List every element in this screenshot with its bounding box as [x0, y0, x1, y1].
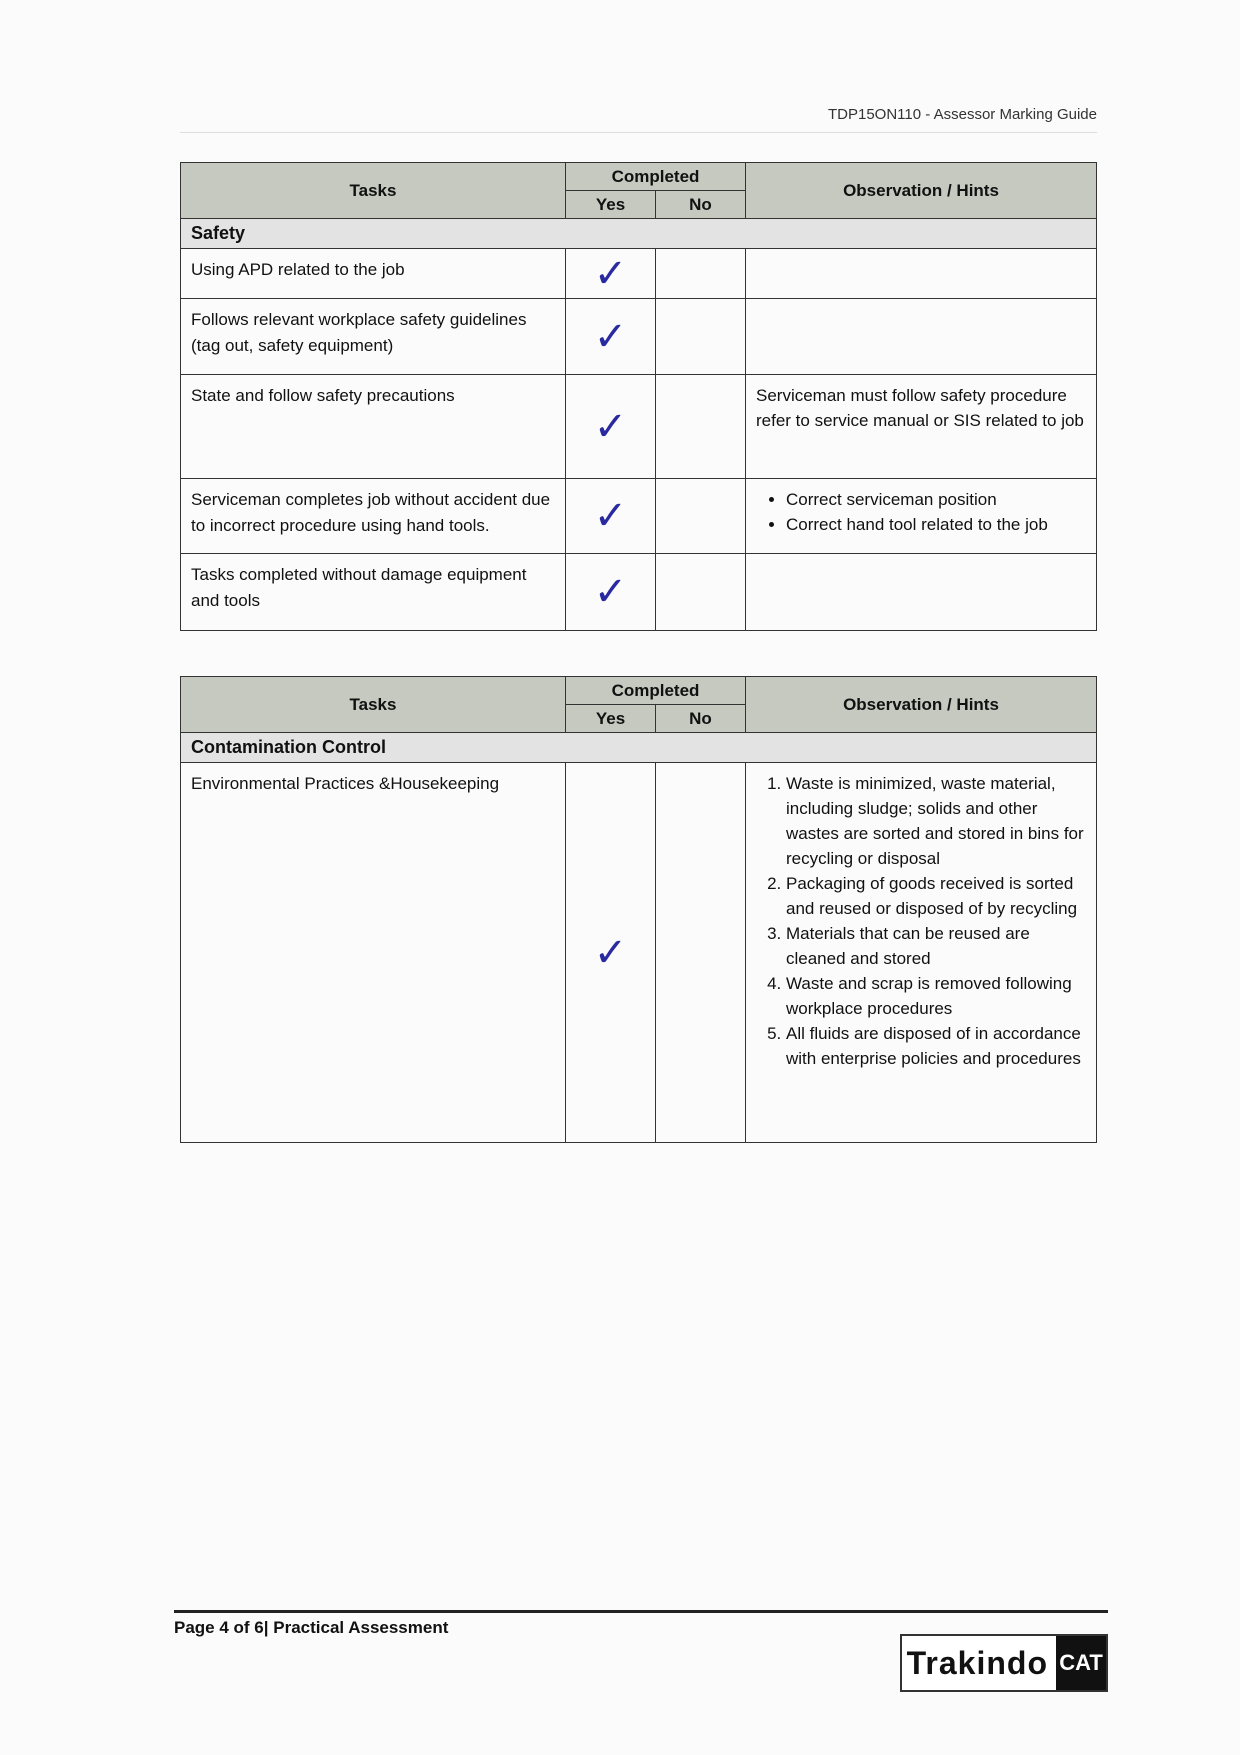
task-cell: Environmental Practices &Housekeeping [181, 763, 566, 1143]
obs-cell [746, 554, 1097, 631]
yes-header: Yes [566, 191, 656, 219]
table-row [181, 554, 1097, 631]
task-cell: Serviceman completes job without accident due to incorrect procedure using hand tools. [181, 479, 566, 554]
header-divider [180, 132, 1097, 133]
yes-check: ✓ [566, 763, 656, 1143]
logo-text: Trakindo [906, 1644, 1048, 1681]
yes-check: ✓ [566, 249, 656, 299]
no-cell [656, 375, 746, 479]
contamination-table [180, 676, 1097, 1143]
table-row [181, 479, 1097, 554]
obs-item: • Correct serviceman position [786, 487, 1086, 512]
observation-header: Observation / Hints [746, 677, 1097, 733]
obs-cell: Serviceman must follow safety procedure refer to service manual or SIS related to job [746, 375, 1097, 479]
table-row [181, 763, 1097, 1143]
completed-header: Completed [566, 677, 746, 705]
tasks-header: Tasks [181, 163, 566, 219]
safety-table [180, 162, 1097, 631]
yes-check: ✓ [566, 375, 656, 479]
table-row [181, 299, 1097, 375]
footer-divider [174, 1610, 1108, 1613]
yes-check: ✓ [566, 479, 656, 554]
task-cell: Using APD related to the job [181, 249, 566, 299]
obs-cell [746, 299, 1097, 375]
section-title: Contamination Control [181, 733, 1097, 763]
task-cell: Follows relevant workplace safety guidelines (tag out, safety equipment) [181, 299, 566, 375]
section-title: Safety [181, 219, 1097, 249]
obs-cell [746, 249, 1097, 299]
task-cell: Tasks completed without damage equipment and tools [181, 554, 566, 631]
obs-item: 4. Waste and scrap is removed following workplace procedures [786, 971, 1086, 1021]
no-header: No [656, 705, 746, 733]
page-footer: Page 4 of 6| Practical Assessment [174, 1618, 449, 1637]
yes-check: ✓ [566, 299, 656, 375]
no-cell [656, 249, 746, 299]
no-cell [656, 299, 746, 375]
tasks-header: Tasks [181, 677, 566, 733]
obs-cell [746, 479, 1097, 554]
completed-header: Completed [566, 163, 746, 191]
document-header: TDP15ON110 - Assessor Marking Guide [828, 106, 1097, 123]
task-cell: State and follow safety precautions [181, 375, 566, 479]
obs-item: 3. Materials that can be reused are cleaned and stored [786, 921, 1086, 971]
table-row [181, 375, 1097, 479]
no-header: No [656, 191, 746, 219]
no-cell [656, 763, 746, 1143]
obs-item: 1. Waste is minimized, waste material, including sludge; solids and other wastes are sorted and stored in bins for recycling or disposal [786, 771, 1086, 871]
yes-check: ✓ [566, 554, 656, 631]
no-cell [656, 479, 746, 554]
obs-cell [746, 763, 1097, 1143]
cat-badge: CAT [1056, 1636, 1106, 1690]
obs-item: 5. All fluids are disposed of in accordance with enterprise policies and procedures [786, 1021, 1086, 1071]
no-cell [656, 554, 746, 631]
table-row [181, 249, 1097, 299]
observation-header: Observation / Hints [746, 163, 1097, 219]
yes-header: Yes [566, 705, 656, 733]
obs-item: 2. Packaging of goods received is sorted and reused or disposed of by recycling [786, 871, 1086, 921]
trakindo-cat-logo [900, 1634, 1108, 1692]
obs-item: • Correct hand tool related to the job [786, 512, 1086, 537]
